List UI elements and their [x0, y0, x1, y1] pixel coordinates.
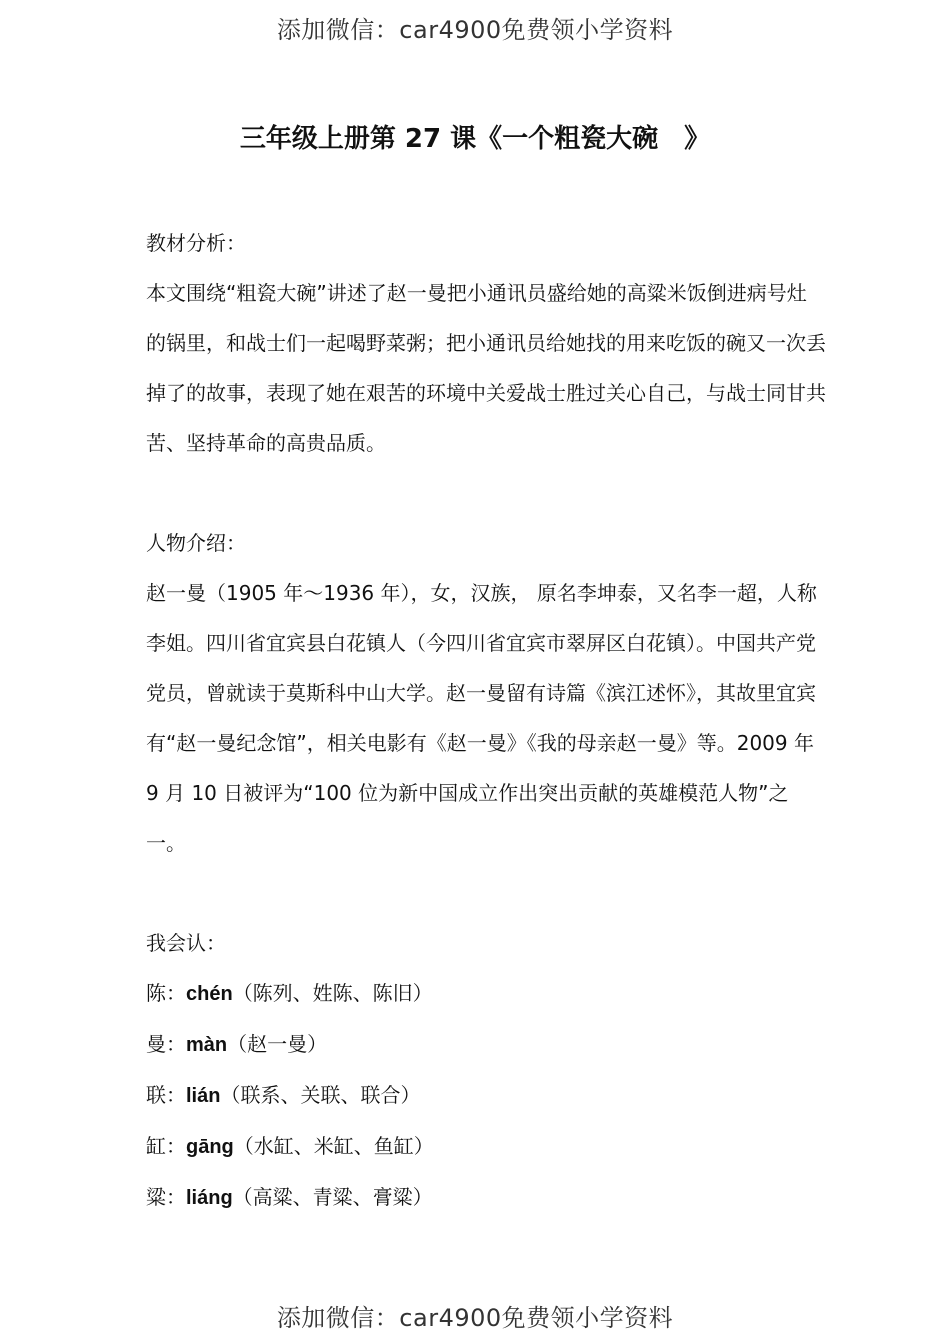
analysis-paragraph: 本文围绕“粗瓷大碗”讲述了赵一曼把小通讯员盛给她的高粱米饭倒进病号灶的锅里，和战士们一起喝野菜粥；把小通讯员给她找的用来吃饭的碗又一次丢掉了的故事，表现了她在艰苦的环境中关爱战士胜过关心自己，与战士同甘共苦、坚持革命的高贵品质。 [146, 281, 826, 455]
vocab-words: （赵一曼） [227, 1032, 328, 1056]
vocab-pinyin: lián [186, 1085, 221, 1107]
vocab-words: （高粱、青粱、膏粱） [232, 1185, 433, 1209]
vocab-char: 陈： [146, 981, 186, 1005]
vocab-char: 曼： [146, 1032, 186, 1056]
vocab-words: （联系、关联、联合） [220, 1083, 421, 1107]
document-body [146, 218, 826, 1223]
vocab-char: 粱： [146, 1185, 186, 1209]
character-paragraph: 赵一曼（1905 年～1936 年），女，汉族， 原名李坤泰，又名李一超，人称李姐。四川省宜宾县白花镇人（今四川省宜宾市翠屏区白花镇）。中国共产党党员，曾就读于莫斯科中山大学。赵一曼留有诗篇《滨江述怀》，其故里宜宾有“赵一曼纪念馆”，相关电影有《赵一曼》《我的母亲赵一曼》等。2009 年 9 月 10 日被评为“100 位为新中国成立作出突出贡献的英雄模范人物”之一。 [146, 581, 817, 855]
vocab-item [146, 1121, 826, 1172]
vocab-list [146, 968, 826, 1223]
watermark-bottom: 添加微信：car4900免费领小学资料 [276, 1304, 674, 1332]
vocab-item [146, 968, 826, 1019]
vocab-char: 缸： [146, 1134, 186, 1158]
vocab-item [146, 1172, 826, 1223]
analysis-section [146, 218, 826, 468]
vocab-pinyin: chén [186, 983, 233, 1005]
vocab-pinyin: liáng [186, 1187, 233, 1209]
vocab-item [146, 1070, 826, 1121]
section-spacer [146, 868, 826, 918]
vocab-item [146, 1019, 826, 1070]
vocab-pinyin: màn [186, 1034, 228, 1056]
vocab-words: （陈列、姓陈、陈旧） [232, 981, 433, 1005]
vocab-pinyin: gāng [186, 1136, 234, 1158]
vocab-words: （水缸、米缸、鱼缸） [233, 1134, 434, 1158]
watermark-top: 添加微信：car4900免费领小学资料 [276, 16, 674, 44]
character-heading: 人物介绍： [146, 531, 246, 555]
lesson-title: 三年级上册第 27 课《一个粗瓷大碗 》 [239, 124, 711, 154]
section-spacer [146, 468, 826, 518]
vocab-char: 联： [146, 1083, 186, 1107]
vocab-section [146, 918, 826, 1223]
character-section [146, 518, 826, 868]
analysis-heading: 教材分析： [146, 231, 246, 255]
vocab-heading: 我会认： [146, 931, 226, 955]
